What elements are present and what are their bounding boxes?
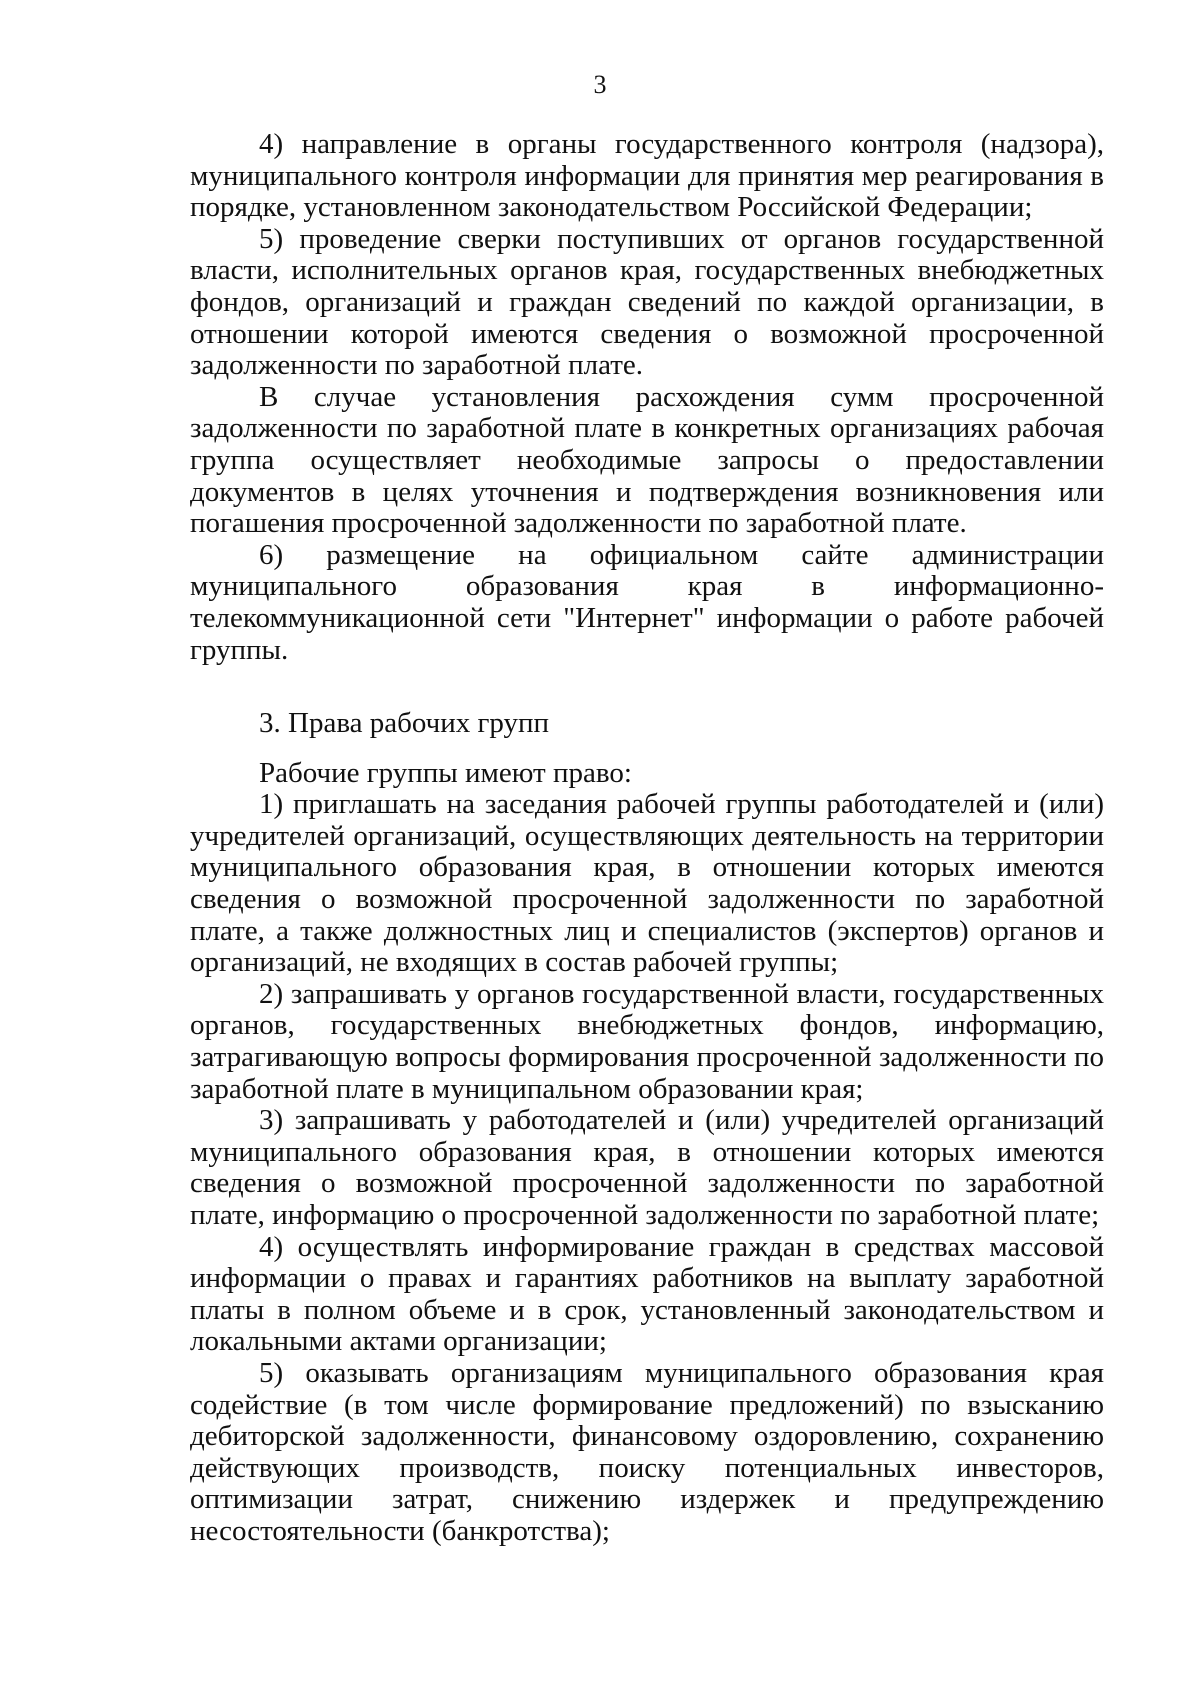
paragraph-right-3: 3) запрашивать у работодателей и (или) учредителей организаций муниципального образования края, в отношении которых имеются сведения о возможной просроченной задолженности по заработной плате, информацию о просроченной задолженности по заработной плате;: [190, 1104, 1104, 1231]
paragraph-duty-6: 6) размещение на официальном сайте администрации муниципального образования края в информационно-телекоммуникационной сети "Интернет" информации о работе рабочей группы.: [190, 538, 1104, 666]
page-number: 3: [593, 70, 607, 99]
document-body: [190, 129, 1104, 1548]
paragraph-duty-4: 4) направление в органы государственного контроля (надзора), муниципального контроля информации для принятия мер реагирования в порядке, установленном законодательством Российской Федерации;: [190, 128, 1104, 224]
paragraph-right-1: 1) приглашать на заседания рабочей группы работодателей и (или) учредителей организаций, осуществляющих деятельность на территории муниципального образования края, в отношении которых имеются сведения о возможной просроченной задолженности по заработной плате, а также должностных лиц и специалистов (экспертов) органов и организаций, не входящих в состав рабочей группы;: [190, 788, 1104, 979]
section-heading: 3. Права рабочих групп: [259, 707, 550, 740]
section-lead: Рабочие группы имеют право:: [259, 756, 632, 789]
paragraph-right-2: 2) запрашивать у органов государственной власти, государственных органов, государственных внебюджетных фондов, информацию, затрагивающую вопросы формирования просроченной задолженности по заработной плате в муниципальном образовании края;: [190, 977, 1104, 1105]
paragraph-right-4: 4) осуществлять информирование граждан в средствах массовой информации о правах и гарантиях работников на выплату заработной платы в полном объеме и в срок, установленный законодательством и локальными актами организации;: [190, 1230, 1104, 1358]
paragraph-right-5: 5) оказывать организациям муниципального образования края содействие (в том числе формирование предложений) по взысканию дебиторской задолженности, финансовому оздоровлению, сохранению действующих производств, поиску потенциальных инвесторов, оптимизации затрат, снижению издержек и предупреждению несостоятельности (банкротства);: [190, 1356, 1104, 1547]
paragraph-discrepancy: В случае установления расхождения сумм просроченной задолженности по заработной плате в конкретных организациях рабочая группа осуществляет необходимые запросы о предоставлении документов в целях уточнения и подтверждения возникновения или погашения просроченной задолженности по заработной плате.: [190, 380, 1104, 540]
paragraph-duty-5: 5) проведение сверки поступивших от органов государственной власти, исполнительных органов края, государственных внебюджетных фондов, организаций и граждан сведений по каждой организации, в отношении которой имеются сведения о возможной просроченной задолженности по заработной плате.: [190, 222, 1104, 382]
